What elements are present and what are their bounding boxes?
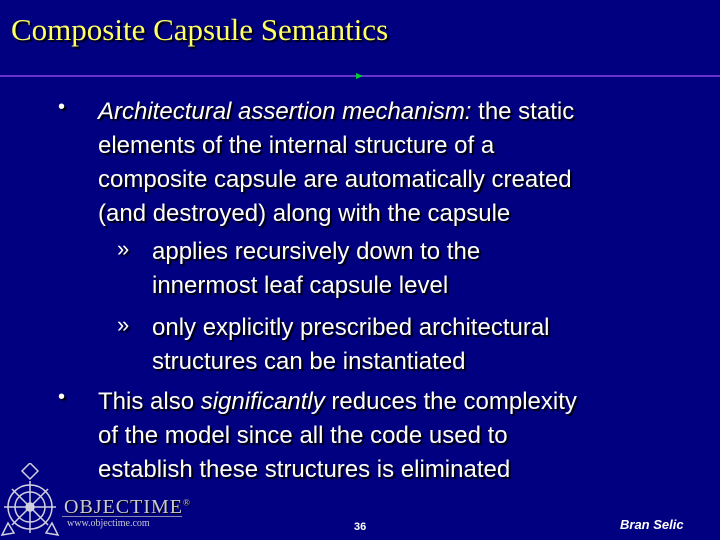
page-number: 36 — [354, 521, 367, 533]
logo-name-text: OBJECTIME — [64, 496, 183, 518]
bullet-line — [98, 95, 698, 129]
sub-bullet-line: structures can be instantiated — [152, 348, 466, 375]
bullet-line: (and destroyed) along with the capsule — [98, 200, 511, 227]
bullet-text: This also — [98, 388, 201, 415]
bullet-line: of the model since all the code used to — [98, 422, 508, 449]
sub-bullet-marker: » — [117, 236, 130, 261]
divider-arrow-icon — [356, 73, 363, 79]
sub-bullet-line: applies recursively down to the — [152, 238, 481, 265]
bullet-line: establish these structures is eliminated — [98, 456, 511, 483]
logo-wordmark — [64, 496, 191, 519]
slide-title: Composite Capsule Semantics — [11, 12, 389, 47]
bullet-emphasis: significantly — [200, 388, 325, 415]
bullet-text: the static — [471, 98, 575, 125]
sub-bullet-item — [152, 311, 712, 379]
bullet-line: composite capsule are automatically created — [98, 166, 572, 193]
bullet-line — [98, 385, 698, 419]
sub-bullet-item — [152, 235, 712, 303]
sub-bullet-line: only explicitly prescribed architectural — [152, 314, 550, 341]
bullet-marker: • — [58, 386, 66, 408]
logo-url: www.objectime.com — [67, 518, 150, 529]
bullet-emphasis: Architectural assertion mechanism: — [98, 98, 472, 125]
title-divider-rule — [0, 73, 720, 79]
registered-mark: ® — [183, 497, 191, 508]
bullet-marker: • — [58, 96, 66, 118]
sub-bullet-line: innermost leaf capsule level — [152, 272, 449, 299]
sub-bullet-marker: » — [117, 312, 130, 337]
compass-emblem-icon — [2, 463, 58, 535]
bullet-line: elements of the internal structure of a — [98, 132, 495, 159]
bullet-item — [98, 95, 698, 231]
author-name: Bran Selic — [620, 517, 684, 532]
bullet-text: reduces the complexity — [324, 388, 577, 415]
